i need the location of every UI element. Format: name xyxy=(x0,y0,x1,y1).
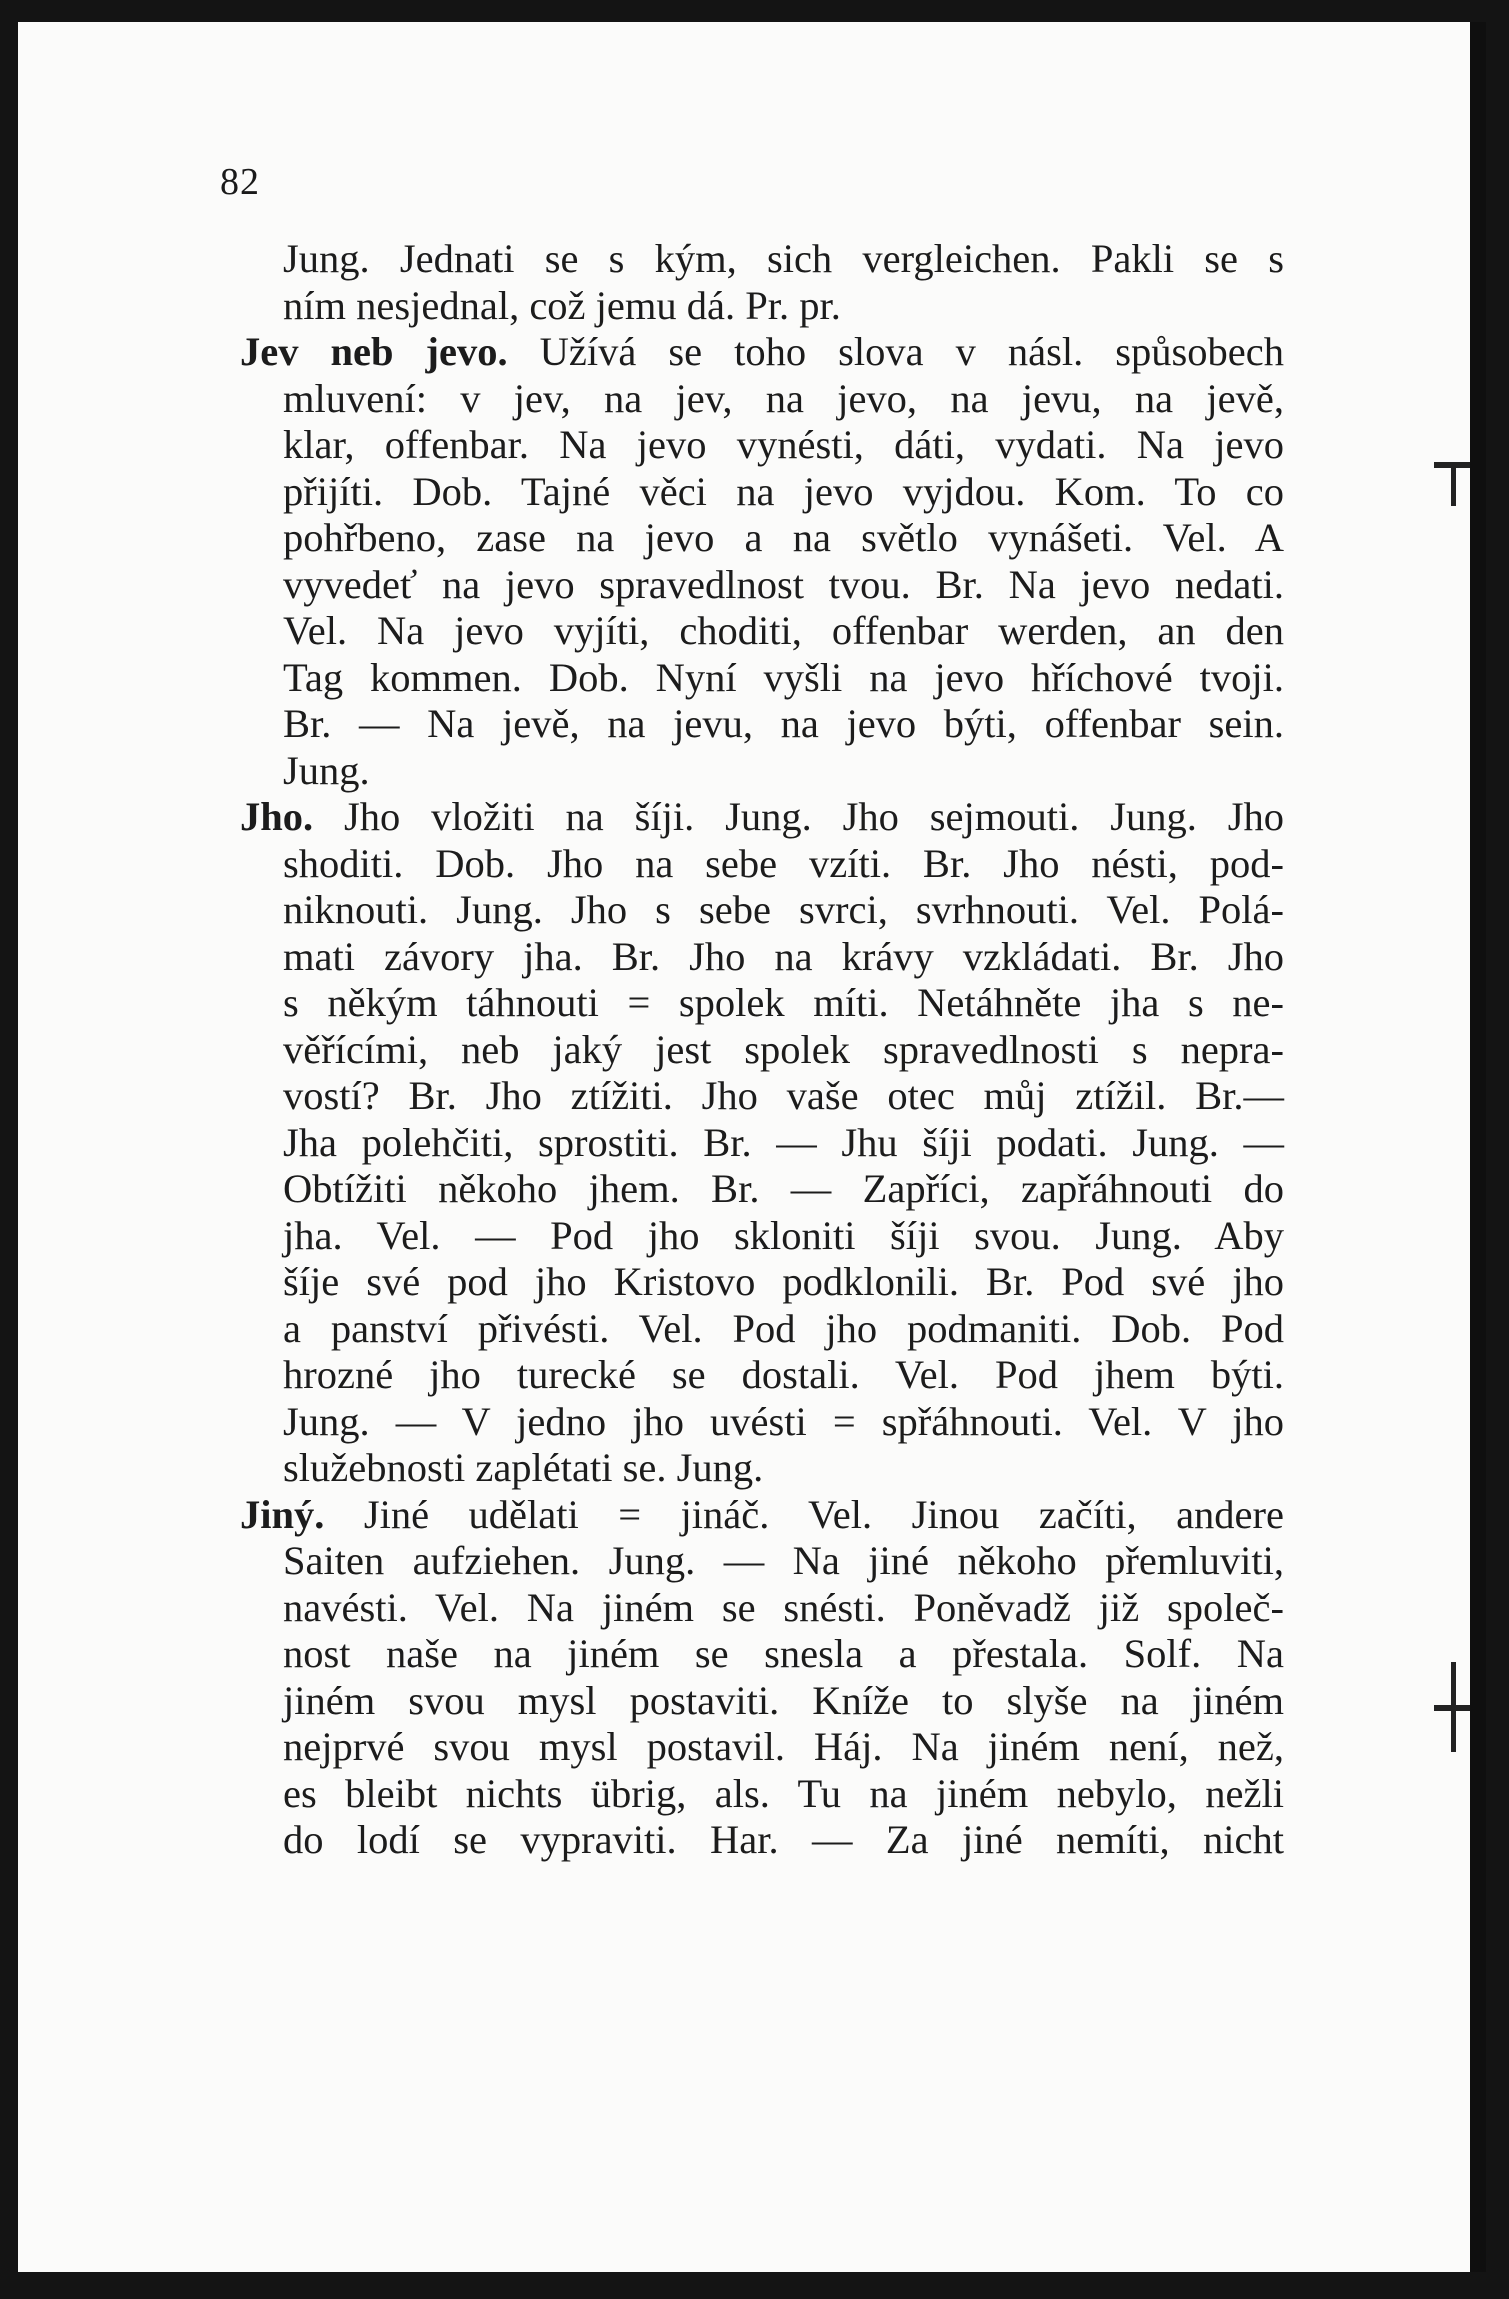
line-text: Jho vložiti na šíji. Jung. Jho sejmouti. Jung. Jho xyxy=(313,794,1284,839)
line-text: služebnosti zaplétati se. Jung. xyxy=(283,1445,764,1490)
entry-headword: Jiný. xyxy=(240,1491,325,1537)
dictionary-text-block xyxy=(240,236,1284,1864)
text-line xyxy=(240,1259,1284,1306)
text-line xyxy=(240,422,1284,469)
text-line xyxy=(240,1306,1284,1353)
line-text: mati závory jha. Br. Jho na krávy vzkládati. Br. Jho xyxy=(283,933,1284,979)
line-text: Jung. xyxy=(283,747,370,793)
line-text: a panství přivésti. Vel. Pod jho podmaniti. Dob. Pod xyxy=(283,1305,1284,1351)
line-text: Jung. — V jedno jho uvésti = spřáhnouti. Vel. V jho xyxy=(283,1398,1284,1444)
line-text: klar, offenbar. Na jevo vynésti, dáti, vydati. Na jevo xyxy=(283,422,1284,467)
line-text: niknouti. Jung. Jho s sebe svrci, svrhnouti. Vel. Polá- xyxy=(283,887,1284,932)
line-text: Vel. Na jevo vyjíti, choditi, offenbar werden, an den xyxy=(283,608,1284,653)
entry-headword: Jev neb jevo. xyxy=(240,329,508,374)
text-line xyxy=(240,608,1284,655)
text-line xyxy=(240,1445,1284,1492)
entry-headline xyxy=(240,1492,1284,1539)
text-line xyxy=(240,236,1284,283)
text-line xyxy=(240,283,1284,330)
edge-mark-lower-post xyxy=(1451,1662,1456,1752)
line-text: přijíti. Dob. Tajné věci na jevo vyjdou. Kom. To co xyxy=(283,468,1284,514)
text-line xyxy=(240,1771,1284,1818)
text-line xyxy=(240,701,1284,748)
text-line xyxy=(240,562,1284,609)
text-line xyxy=(240,1538,1284,1585)
line-text: Jung. Jednati se s kým, sich vergleichen. Pakli se s xyxy=(283,236,1284,281)
line-text: Jiné udělati = jináč. Vel. Jinou začíti, andere xyxy=(324,1491,1284,1537)
text-line xyxy=(240,841,1284,888)
entry-headline xyxy=(240,794,1284,841)
line-text: šíje své pod jho Kristovo podklonili. Br. Pod své jho xyxy=(283,1259,1284,1304)
text-line xyxy=(240,1631,1284,1678)
line-text: hrozné jho turecké se dostali. Vel. Pod jhem býti. xyxy=(283,1352,1284,1397)
line-text: navésti. Vel. Na jiném se snésti. Poněvadž již společ- xyxy=(283,1584,1284,1630)
line-text: Jha polehčiti, sprostiti. Br. — Jhu šíji podati. Jung. — xyxy=(283,1119,1284,1165)
line-text: mluvení: v jev, na jev, na jevo, na jevu, na jevě, xyxy=(283,375,1284,421)
text-line xyxy=(240,515,1284,562)
line-text: nejprvé svou mysl postavil. Háj. Na jiném není, než, xyxy=(283,1724,1284,1769)
entry-headline xyxy=(240,329,1284,376)
page-number: 82 xyxy=(220,161,260,203)
text-line xyxy=(240,748,1284,795)
text-line xyxy=(240,1166,1284,1213)
text-line xyxy=(240,655,1284,702)
text-line xyxy=(240,887,1284,934)
text-line xyxy=(240,1073,1284,1120)
text-line xyxy=(240,376,1284,423)
line-text: věřícími, neb jaký jest spolek spravedlnosti s nepra- xyxy=(283,1026,1284,1072)
entry-headword: Jho. xyxy=(240,794,314,839)
line-text: Obtížiti někoho jhem. Br. — Zapříci, zapřáhnouti do xyxy=(283,1166,1284,1211)
line-text: do lodí se vypraviti. Har. — Za jiné nemíti, nicht xyxy=(283,1817,1284,1862)
line-text: jiném svou mysl postaviti. Kníže to slyše na jiném xyxy=(283,1677,1284,1723)
page-edge-shadow xyxy=(1470,22,1486,2272)
edge-mark-upper-post xyxy=(1451,462,1456,506)
text-line xyxy=(240,1352,1284,1399)
text-line xyxy=(240,1817,1284,1864)
line-text: jha. Vel. — Pod jho skloniti šíji svou. Jung. Aby xyxy=(283,1212,1284,1258)
text-line xyxy=(240,934,1284,981)
line-text: shoditi. Dob. Jho na sebe vzíti. Br. Jho nésti, pod- xyxy=(283,840,1284,886)
text-line xyxy=(240,1678,1284,1725)
line-text: Užívá se toho slova v násl. spůsobech xyxy=(507,329,1284,374)
line-text: Br. — Na jevě, na jevu, na jevo býti, offenbar sein. xyxy=(283,701,1284,746)
text-line xyxy=(240,469,1284,516)
line-text: es bleibt nichts übrig, als. Tu na jiném nebylo, nežli xyxy=(283,1770,1284,1816)
text-line xyxy=(240,1027,1284,1074)
line-text: ním nesjednal, což jemu dá. Pr. pr. xyxy=(283,282,841,328)
line-text: Tag kommen. Dob. Nyní vyšli na jevo hříchové tvoji. xyxy=(283,654,1284,700)
text-line xyxy=(240,1399,1284,1446)
text-line xyxy=(240,1213,1284,1260)
line-text: pohřbeno, zase na jevo a na světlo vynášeti. Vel. A xyxy=(283,515,1284,560)
text-line xyxy=(240,1585,1284,1632)
text-line xyxy=(240,1724,1284,1771)
line-text: vyvedeť na jevo spravedlnost tvou. Br. Na jevo nedati. xyxy=(283,561,1284,607)
line-text: Saiten aufziehen. Jung. — Na jiné někoho přemluviti, xyxy=(283,1538,1284,1583)
text-line xyxy=(240,980,1284,1027)
line-text: s někým táhnouti = spolek míti. Netáhněte jha s ne- xyxy=(283,980,1284,1025)
line-text: vostí? Br. Jho ztížiti. Jho vaše otec můj ztížil. Br.— xyxy=(283,1073,1284,1118)
text-line xyxy=(240,1120,1284,1167)
line-text: nost naše na jiném se snesla a přestala. Solf. Na xyxy=(283,1631,1284,1676)
